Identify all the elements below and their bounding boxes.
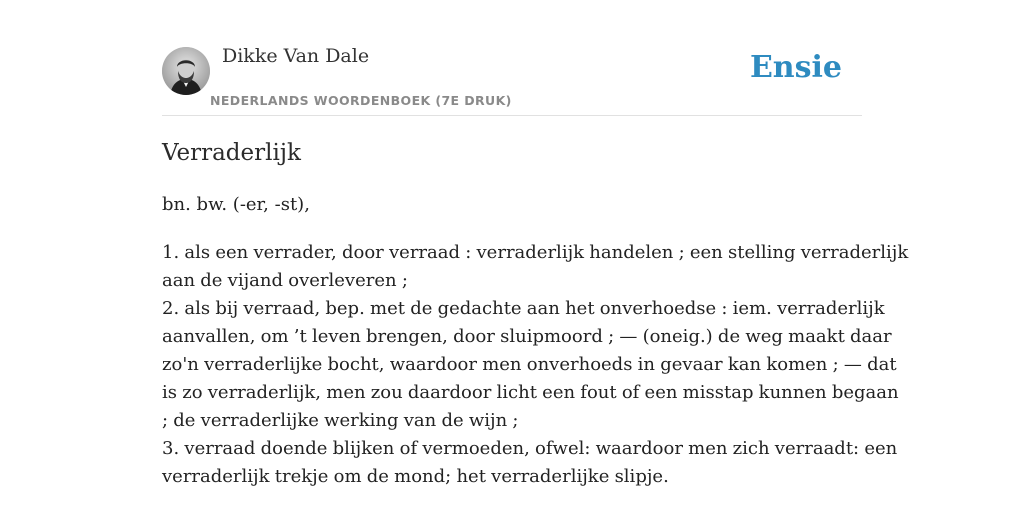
entry-card [162,0,909,512]
source-label: NEDERLANDS WOORDENBOEK (7E DRUK) [210,93,512,108]
definition-line: 1. als een verrader, door verraad : verraderlijk handelen ; een stelling verraderlijk [162,242,909,263]
definition-line: ; de verraderlijke werking van de wijn ; [162,410,519,431]
definition-line: is zo verraderlijk, men zou daardoor licht een fout of een misstap kunnen begaan [162,382,899,403]
grammar-info: bn. bw. (-er, -st), [162,194,310,215]
definition-line: verraderlijk trekje om de mond; het verraderlijke slipje. [162,466,669,487]
avatar[interactable] [162,47,210,95]
entry-header [162,0,862,116]
definition-line: 3. verraad doende blijken of vermoeden, ofwel: waardoor men zich verraadt: een [162,438,898,459]
entry-title: Verraderlijk [162,140,301,166]
definition-line: zo'n verraderlijke bocht, waardoor men onverhoeds in gevaar kan komen ; — dat [162,354,897,375]
definitions [162,239,909,491]
definition-line: aanvallen, om ’t leven brengen, door sluipmoord ; — (oneig.) de weg maakt daar [162,326,892,347]
portrait-icon [162,47,210,95]
brand-logo[interactable]: Ensie [749,50,842,85]
definition-line: aan de vijand overleveren ; [162,270,408,291]
definition-line: 2. als bij verraad, bep. met de gedachte aan het onverhoedse : iem. verraderlijk [162,298,885,319]
author-name[interactable]: Dikke Van Dale [222,45,370,67]
